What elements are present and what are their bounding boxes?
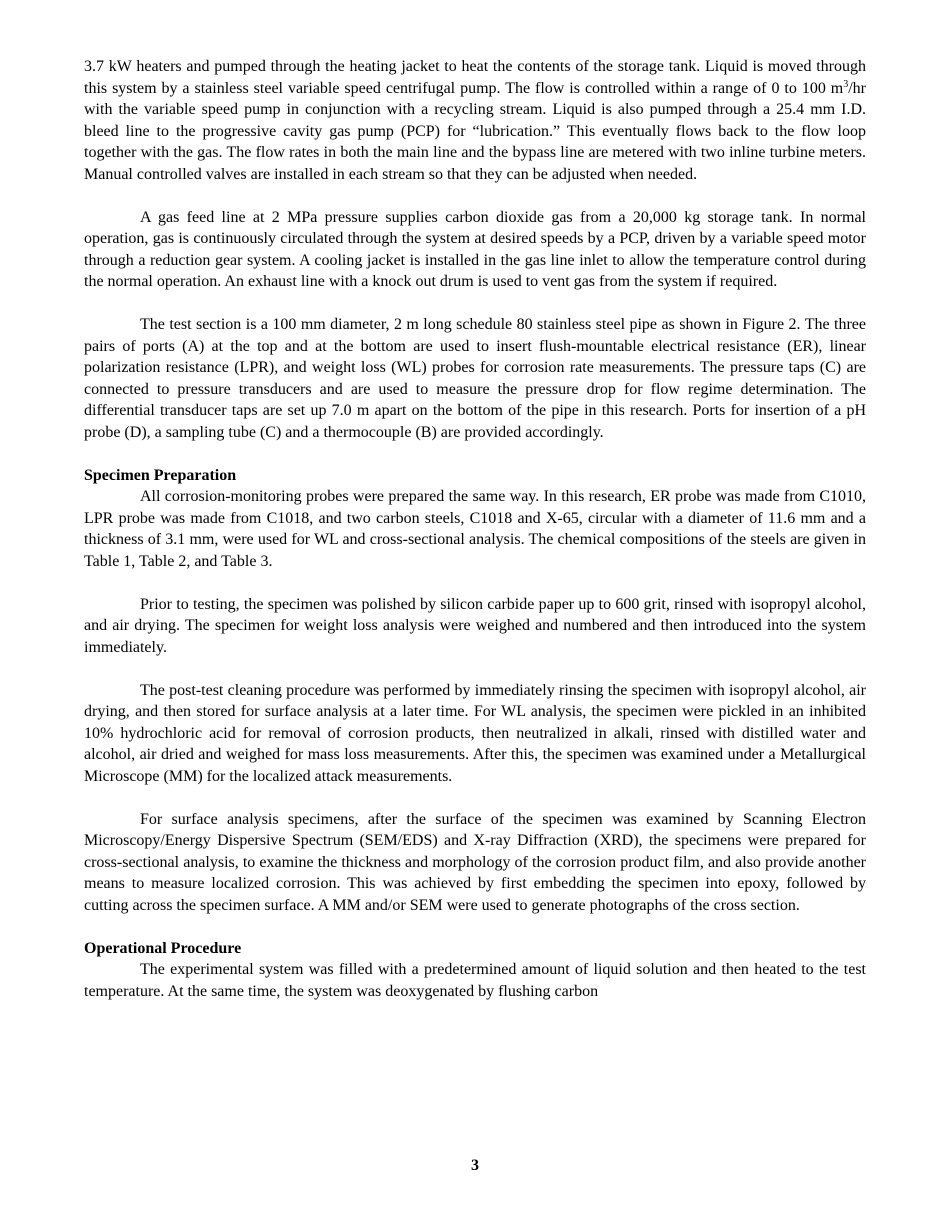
paragraph-liquid-flow-text-b: /hr with the variable speed pump in conjunction with a recycling stream. Liquid is also pumped through a 25.4 mm I.D. bleed line to the progressive cavity gas pump (PCP) for “lubrication.” This eventually flows back to the flow loop together with the gas. The flow rates in both the main line and the bypass line are metered with two inline turbine meters. Manual controlled valves are installed in each stream so that they can be adjusted when needed. — [84, 79, 866, 183]
paragraph-test-section: The test section is a 100 mm diameter, 2 m long schedule 80 stainless steel pipe as shown in Figure 2. The three pairs of ports (A) at the top and at the bottom are used to insert flush-mountable electrical resistance (ER), linear polarization resistance (LPR), and weight loss (WL) probes for corrosion rate measurements. The pressure taps (C) are connected to pressure transducers and are used to measure the pressure drop for flow regime determination. The differential transducer taps are set up 7.0 m apart on the bottom of the pipe in this research. Ports for insertion of a pH probe (D), a sampling tube (C) and a thermocouple (B) are provided accordingly. — [84, 316, 866, 441]
paragraph-operational: The experimental system was filled with a predetermined amount of liquid solution and then heated to the test temperature. At the same time, the system was deoxygenated by flushing carbon — [84, 961, 866, 1000]
heading-specimen-preparation: Specimen Preparation — [84, 466, 237, 484]
paragraph-prior-testing: Prior to testing, the specimen was polished by silicon carbide paper up to 600 grit, rinsed with isopropyl alcohol, and air drying. The specimen for weight loss analysis were weighed and numbered and then introduced into the system immediately. — [84, 595, 866, 656]
paragraph-liquid-flow-text-a: 3.7 kW heaters and pumped through the heating jacket to heat the contents of the storage tank. Liquid is moved through this system by a stainless steel variable speed centrifugal pump. The flow is controlled within a range of 0 to 100 m — [84, 58, 866, 97]
document-page — [84, 56, 866, 1002]
paragraph-probes: All corrosion-monitoring probes were prepared the same way. In this research, ER probe was made from C1010, LPR probe was made from C1018, and two carbon steels, C1018 and X-65, circular with a diameter of 11.6 mm and a thickness of 3.1 mm, were used for WL and cross-sectional analysis. The chemical compositions of the steels are given in Table 1, Table 2, and Table 3. — [84, 488, 866, 570]
heading-operational-procedure: Operational Procedure — [84, 939, 242, 957]
paragraph-surface-analysis: For surface analysis specimens, after the surface of the specimen was examined by Scanning Electron Microscopy/Energy Dispersive Spectrum (SEM/EDS) and X-ray Diffraction (XRD), the specimens were prepared for cross-sectional analysis, to examine the thickness and morphology of the corrosion product film, and also provide another means to measure localized corrosion. This was achieved by first embedding the specimen into epoxy, followed by cutting across the specimen surface. A MM and/or SEM were used to generate photographs of the cross section. — [84, 810, 866, 914]
paragraph-post-test-cleaning: The post-test cleaning procedure was performed by immediately rinsing the specimen with isopropyl alcohol, air drying, and then stored for surface analysis at a later time. For WL analysis, the specimen were pickled in an inhibited 10% hydrochloric acid for removal of corrosion products, then neutralized in alkali, rinsed with distilled water and alcohol, air dried and weighed for mass loss measurements. After this, the specimen was examined under a Metallurgical Microscope (MM) for the localized attack measurements. — [84, 681, 866, 785]
page-number: 3 — [471, 1157, 479, 1174]
superscript-cubed: 3 — [843, 78, 849, 90]
paragraph-gas-feed: A gas feed line at 2 MPa pressure supplies carbon dioxide gas from a 20,000 kg storage tank. In normal operation, gas is continuously circulated through the system at desired speeds by a PCP, driven by a variable speed motor through a reduction gear system. A cooling jacket is installed in the gas line inlet to allow the temperature control during the normal operation. An exhaust line with a knock out drum is used to vent gas from the system if required. — [84, 208, 866, 290]
paragraph-liquid-flow — [84, 56, 866, 185]
